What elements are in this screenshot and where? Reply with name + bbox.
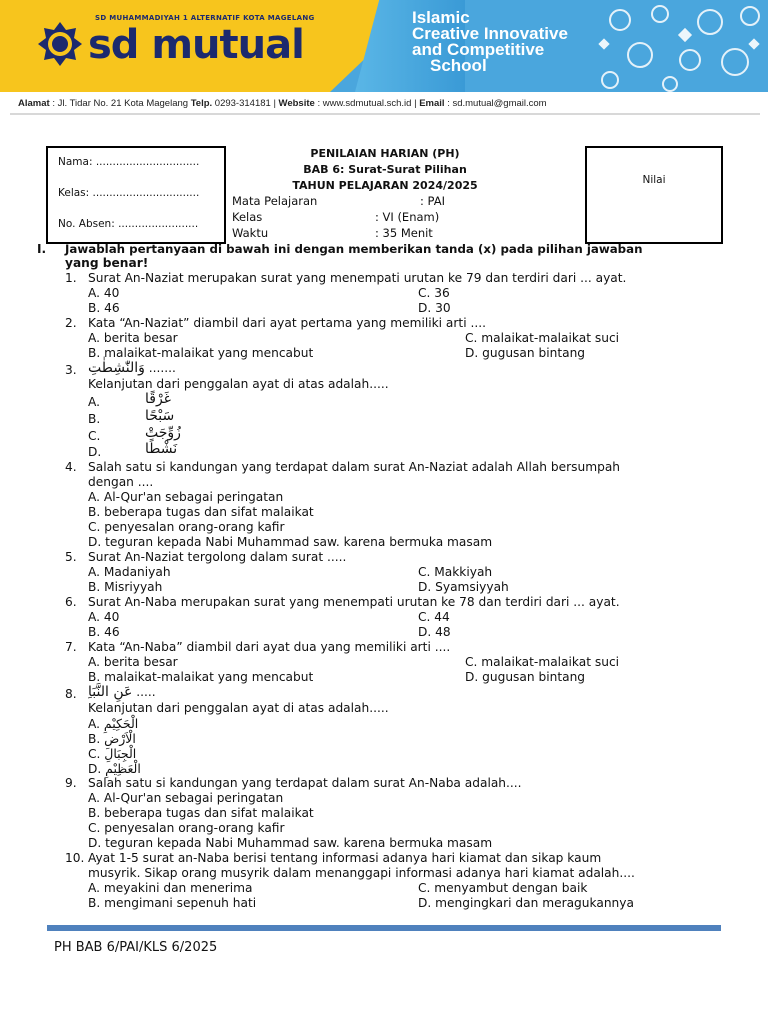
school-tagline xyxy=(412,10,568,74)
question-text: Surat An-Naziat merupakan surat yang menempati urutan ke 79 dan terdiri dari ... ayat. xyxy=(88,271,627,285)
question-number: 10. xyxy=(65,851,85,865)
option-d-letter: D. xyxy=(88,762,102,776)
school-logo-icon xyxy=(36,20,84,68)
website-label: Website xyxy=(278,98,315,109)
option-a[interactable]: A. meyakini dan menerima xyxy=(88,881,253,895)
exam-chapter: BAB 6: Surat-Surat Pilihan xyxy=(303,163,467,176)
option-b[interactable]: B. beberapa tugas dan sifat malaikat xyxy=(88,505,314,519)
option-b-arabic: الْاَرْضِ xyxy=(104,731,136,746)
header-banner xyxy=(0,0,768,92)
option-a[interactable]: A. Madaniyah xyxy=(88,565,171,579)
option-a[interactable]: A. berita besar xyxy=(88,331,178,345)
email-value: sd.mutual@gmail.com xyxy=(452,98,547,109)
question-text: Salah satu si kandungan yang terdapat dalam surat An-Naba adalah.... xyxy=(88,776,522,790)
tagline-line-1: Islamic xyxy=(412,8,470,27)
email-label: Email xyxy=(419,98,445,109)
option-d-arabic: الْعَظِيْمِ xyxy=(105,761,141,776)
school-name-logo-text: sd mutual xyxy=(88,22,304,68)
option-d[interactable]: D. xyxy=(88,445,102,459)
verse-dots: ....... xyxy=(144,361,176,375)
option-d[interactable] xyxy=(88,761,141,776)
phone-label: Telp. xyxy=(190,98,213,109)
section-number: I. xyxy=(37,242,47,256)
option-d[interactable]: D. 48 xyxy=(418,625,451,639)
option-b[interactable] xyxy=(88,731,136,746)
decorative-pattern-icon xyxy=(590,0,768,92)
option-c[interactable]: C. 44 xyxy=(418,610,450,624)
option-d[interactable]: D. mengingkari dan meragukannya xyxy=(418,896,634,910)
question-number: 5. xyxy=(65,550,77,564)
option-b[interactable]: B. xyxy=(88,412,101,426)
question-text: Surat An-Naziat tergolong dalam surat ..... xyxy=(88,550,347,564)
option-c[interactable]: C. malaikat-malaikat suci xyxy=(465,655,620,669)
option-b-arabic: سَبْحًا xyxy=(145,408,175,424)
option-d[interactable]: D. teguran kepada Nabi Muhammad saw. karena bermuka masam xyxy=(88,836,493,850)
question-text-continued: musyrik. Sikap orang musyrik dalam menanggapi informasi adanya hari kiamat adalah.... xyxy=(88,866,635,880)
subject-label: Mata Pelajaran xyxy=(232,194,318,208)
question-text: Kata “An-Naba” diambil dari ayat dua yang memiliki arti .... xyxy=(88,640,451,654)
subject-value: : PAI xyxy=(420,194,445,208)
option-d[interactable]: D. gugusan bintang xyxy=(465,346,586,360)
option-a-arabic: غَرْقًا xyxy=(145,391,172,407)
option-a[interactable]: A. Al-Qur'an sebagai peringatan xyxy=(88,490,284,504)
option-c[interactable]: C. malaikat-malaikat suci xyxy=(465,331,620,345)
instruction-line-1: Jawablah pertanyaan di bawah ini dengan memberikan tanda (x) pada pilihan jawaban xyxy=(65,242,643,256)
class-label: Kelas xyxy=(232,210,263,224)
exam-title: PENILAIAN HARIAN (PH) xyxy=(310,147,460,160)
verse-dots: ..... xyxy=(132,685,156,699)
option-d[interactable]: D. gugusan bintang xyxy=(465,670,586,684)
name-field[interactable]: Nama: ............................... xyxy=(58,156,200,168)
arabic-verse-fragment xyxy=(88,684,156,700)
class-value: : VI (Enam) xyxy=(375,210,440,224)
option-b[interactable]: B. mengimani sepenuh hati xyxy=(88,896,257,910)
option-c[interactable]: C. menyambut dengan baik xyxy=(418,881,588,895)
option-a-arabic: الْحَكِيْمِ xyxy=(103,716,139,731)
option-c[interactable]: C. Makkiyah xyxy=(418,565,493,579)
option-b[interactable]: B. 46 xyxy=(88,301,120,315)
absence-number-field[interactable]: No. Absen: ........................ xyxy=(58,218,199,230)
tagline-line-3: and Competitive xyxy=(412,40,545,59)
option-b-letter: B. xyxy=(88,732,101,746)
time-label: Waktu xyxy=(232,226,269,240)
student-identity-box xyxy=(46,146,226,244)
arabic-verse-fragment xyxy=(88,360,176,376)
score-box[interactable] xyxy=(585,146,723,244)
question-number: 9. xyxy=(65,776,77,790)
option-d[interactable]: D. teguran kepada Nabi Muhammad saw. karena bermuka masam xyxy=(88,535,493,549)
option-a[interactable]: A. xyxy=(88,395,100,409)
website-value: www.sdmutual.sch.id xyxy=(322,98,412,109)
option-c[interactable]: C. xyxy=(88,429,101,443)
school-address-line: Alamat : Jl. Tidar No. 21 Kota Magelang Telp. 0293-314181 | Website : www.sdmutual.sch.id | Email : sd.mutual@gmail.com xyxy=(18,98,547,109)
option-a[interactable] xyxy=(88,716,138,731)
option-b[interactable]: B. beberapa tugas dan sifat malaikat xyxy=(88,806,314,820)
tagline-line-2: Creative Innovative xyxy=(412,24,568,43)
question-number: 8. xyxy=(65,687,77,701)
option-a[interactable]: A. 40 xyxy=(88,286,120,300)
question-text: Surat An-Naba merupakan surat yang menempati urutan ke 78 dan terdiri dari ... ayat. xyxy=(88,595,620,609)
arabic-verse: وَالنّٰشِطٰتِ xyxy=(88,360,145,376)
question-text: Ayat 1-5 surat an-Naba berisi tentang informasi adanya hari kiamat dan sikap kaum xyxy=(88,851,602,865)
academic-year: TAHUN PELAJARAN 2024/2025 xyxy=(292,179,478,192)
score-label: Nilai xyxy=(642,174,666,186)
option-b[interactable]: B. malaikat-malaikat yang mencabut xyxy=(88,346,314,360)
time-value: : 35 Menit xyxy=(375,226,433,240)
option-c-letter: C. xyxy=(88,747,101,761)
option-b[interactable]: B. 46 xyxy=(88,625,120,639)
question-text: Kelanjutan dari penggalan ayat di atas adalah..... xyxy=(88,377,389,391)
option-a[interactable]: A. 40 xyxy=(88,610,120,624)
option-c[interactable]: C. 36 xyxy=(418,286,450,300)
question-text-continued: dengan .... xyxy=(88,475,154,489)
option-a-letter: A. xyxy=(88,717,100,731)
question-text: Kelanjutan dari penggalan ayat di atas adalah..... xyxy=(88,701,389,715)
option-b[interactable]: B. Misriyyah xyxy=(88,580,163,594)
question-number: 4. xyxy=(65,460,77,474)
option-d[interactable]: D. Syamsiyyah xyxy=(418,580,509,594)
address-divider xyxy=(10,113,760,115)
class-field[interactable]: Kelas: ................................ xyxy=(58,187,200,199)
option-d[interactable]: D. 30 xyxy=(418,301,451,315)
footer-code: PH BAB 6/PAI/KLS 6/2025 xyxy=(54,940,218,955)
option-c[interactable]: C. penyesalan orang-orang kafir xyxy=(88,821,285,835)
address-value: Jl. Tidar No. 21 Kota Magelang xyxy=(57,98,189,109)
question-number: 6. xyxy=(65,595,77,609)
question-number: 2. xyxy=(65,316,77,330)
address-label: Alamat xyxy=(18,98,50,109)
arabic-verse: عَنِ النَّبَاِ xyxy=(88,684,133,700)
question-text: Salah satu si kandungan yang terdapat dalam surat An-Naziat adalah Allah bersumpah xyxy=(88,460,621,474)
option-c-arabic: الْجِبَالِ xyxy=(104,746,137,761)
question-number: 3. xyxy=(65,363,77,377)
option-c-arabic: زُوِّجَتْ xyxy=(145,425,181,441)
option-c[interactable] xyxy=(88,746,136,761)
phone-value: 0293-314181 xyxy=(214,98,271,109)
question-number: 1. xyxy=(65,271,77,285)
tagline-line-4: School xyxy=(430,56,487,75)
question-text: Kata “An-Naziat” diambil dari ayat pertama yang memiliki arti .... xyxy=(88,316,486,330)
option-b[interactable]: B. malaikat-malaikat yang mencabut xyxy=(88,670,314,684)
option-a[interactable]: A. Al-Qur'an sebagai peringatan xyxy=(88,791,284,805)
instruction-line-2: yang benar! xyxy=(65,256,149,270)
option-a[interactable]: A. berita besar xyxy=(88,655,178,669)
option-c[interactable]: C. penyesalan orang-orang kafir xyxy=(88,520,285,534)
option-d-arabic: نَشْطًا xyxy=(145,441,178,457)
footer-divider xyxy=(47,925,721,931)
school-full-name: SD MUHAMMADIYAH 1 ALTERNATIF KOTA MAGELANG xyxy=(95,14,315,22)
question-number: 7. xyxy=(65,640,77,654)
